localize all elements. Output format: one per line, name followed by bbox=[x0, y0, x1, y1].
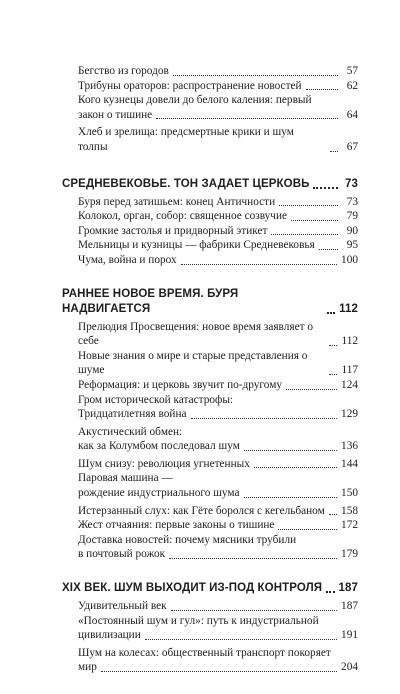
entry-title-line: Акустический обмен: bbox=[78, 425, 183, 438]
page-number: 136 bbox=[341, 440, 358, 453]
toc-entry[interactable] bbox=[78, 533, 358, 562]
dot-leader bbox=[244, 450, 337, 451]
dot-leader bbox=[319, 249, 338, 250]
toc-entry[interactable] bbox=[78, 195, 358, 210]
toc-entry[interactable] bbox=[78, 224, 358, 239]
entry-title: рождение индустриального шума bbox=[78, 487, 240, 500]
entry-title: Истерзанный слух: как Гёте боролся с кегельбаном bbox=[78, 504, 325, 517]
section-heading[interactable] bbox=[62, 287, 358, 317]
entry-title: Новые знания о мире и старые представления о шуме bbox=[78, 349, 308, 377]
entry-last-line bbox=[78, 407, 358, 422]
toc-section bbox=[62, 581, 358, 675]
entry-title: мир bbox=[78, 661, 97, 674]
entry-title-line: «Постоянный шум и гул»: путь к индустриальной bbox=[78, 614, 319, 627]
dot-leader bbox=[306, 89, 338, 90]
entry-title: Прелюдия Просвещения: новое время заявляет о себе bbox=[78, 320, 313, 348]
dot-leader bbox=[330, 151, 338, 152]
page-number: 67 bbox=[346, 140, 358, 153]
entry-title: Колокол, орган, собор: священное созвучие bbox=[78, 210, 288, 223]
page-number: 95 bbox=[346, 239, 358, 252]
dot-leader bbox=[313, 187, 338, 189]
page-number: 129 bbox=[341, 408, 358, 421]
toc-entry[interactable] bbox=[78, 471, 358, 500]
page-number: 62 bbox=[346, 79, 358, 92]
entry-title: Буря перед затишьем: конец Античности bbox=[78, 195, 276, 208]
toc-entry[interactable] bbox=[78, 646, 358, 675]
dot-leader bbox=[101, 671, 337, 672]
page-number: 158 bbox=[341, 504, 358, 517]
section-heading[interactable] bbox=[62, 581, 358, 596]
toc-entry[interactable] bbox=[78, 253, 358, 268]
dot-leader bbox=[254, 467, 337, 468]
toc-entry[interactable] bbox=[78, 504, 358, 519]
page-number: 112 bbox=[339, 302, 358, 315]
toc-entry[interactable] bbox=[78, 518, 358, 533]
page-number: 64 bbox=[346, 108, 358, 121]
dot-leader bbox=[329, 514, 337, 515]
dot-leader bbox=[156, 118, 338, 119]
entry-last-line bbox=[78, 628, 358, 643]
entry-title-line: Гром исторической катастрофы: bbox=[78, 393, 234, 406]
entry-title: Мельницы и кузницы — фабрики Средневековья bbox=[78, 239, 315, 252]
toc-entry[interactable] bbox=[78, 425, 358, 454]
section-heading-title: XIX ВЕК. ШУМ ВЫХОДИТ ИЗ-ПОД КОНТРОЛЯ bbox=[62, 582, 323, 595]
section-heading-title: РАННЕЕ НОВОЕ ВРЕМЯ. БУРЯ НАДВИГАЕТСЯ bbox=[62, 287, 239, 315]
toc-section bbox=[62, 287, 358, 563]
toc-section bbox=[78, 64, 358, 155]
section-heading-title: СРЕДНЕВЕКОВЬЕ. ТОН ЗАДАЕТ ЦЕРКОВЬ bbox=[62, 177, 310, 190]
entry-title: Трибуны ораторов: распространение новостей bbox=[78, 79, 302, 92]
entry-last-line bbox=[78, 547, 358, 562]
dot-leader bbox=[329, 374, 337, 375]
toc-entry[interactable] bbox=[78, 125, 358, 154]
dot-leader bbox=[286, 389, 337, 390]
entry-title: Реформация: и церковь звучит по-другому bbox=[78, 378, 282, 391]
page-number: 172 bbox=[341, 519, 358, 532]
dot-leader bbox=[326, 591, 334, 593]
toc-entry[interactable] bbox=[78, 93, 358, 122]
dot-leader bbox=[291, 220, 338, 221]
toc-entry[interactable] bbox=[78, 614, 358, 643]
entry-title-line: Кого кузнецы довели до белого каления: первый bbox=[78, 94, 312, 107]
entry-title: Чума, война и порох bbox=[78, 253, 177, 266]
entry-title: в почтовый рожок bbox=[78, 548, 166, 561]
entry-title-line: Доставка новостей: почему мясники трубили bbox=[78, 533, 297, 546]
entry-title: Жест отчаяния: первые законы о тишине bbox=[78, 519, 275, 532]
entry-title: Бегство из городов bbox=[78, 65, 169, 77]
page-number: 100 bbox=[341, 253, 358, 266]
section-heading[interactable] bbox=[62, 177, 358, 192]
dot-leader bbox=[278, 529, 337, 530]
dot-leader bbox=[169, 558, 337, 559]
entry-title: Удивительный век bbox=[78, 600, 167, 613]
toc-entry[interactable] bbox=[78, 64, 358, 79]
entry-last-line bbox=[78, 108, 358, 123]
dot-leader bbox=[173, 75, 338, 76]
dot-leader bbox=[279, 205, 338, 206]
entry-title: закон о тишине bbox=[78, 108, 153, 121]
page-number: 144 bbox=[341, 457, 358, 470]
toc-entry[interactable] bbox=[78, 378, 358, 393]
entry-title: Шум снизу: революция угнетенных bbox=[78, 457, 250, 470]
dot-leader bbox=[181, 264, 337, 265]
entry-title: цивилизации bbox=[78, 629, 141, 642]
toc-entry[interactable] bbox=[78, 320, 358, 349]
toc-section bbox=[62, 177, 358, 268]
entry-title: Тридцатилетняя война bbox=[78, 408, 187, 421]
toc-entry[interactable] bbox=[78, 599, 358, 614]
page-number: 73 bbox=[345, 177, 358, 190]
entry-last-line bbox=[78, 439, 358, 454]
entry-title: как за Колумбом последовал шум bbox=[78, 440, 240, 453]
page-number: 191 bbox=[341, 629, 358, 642]
dot-leader bbox=[327, 312, 335, 314]
dot-leader bbox=[271, 234, 338, 235]
page-number: 204 bbox=[341, 661, 358, 674]
page-number: 187 bbox=[338, 582, 358, 595]
table-of-contents bbox=[62, 64, 358, 694]
page-number: 112 bbox=[341, 335, 358, 348]
page-number: 57 bbox=[346, 65, 358, 77]
page-number: 150 bbox=[341, 487, 358, 500]
toc-entry[interactable] bbox=[78, 209, 358, 224]
entry-title-line: Паровая машина — bbox=[78, 472, 173, 485]
page-number: 187 bbox=[341, 600, 358, 613]
page-number: 73 bbox=[346, 195, 358, 208]
page-number: 124 bbox=[341, 378, 358, 391]
page-number: 179 bbox=[341, 548, 358, 561]
entry-title-line: Шум на колесах: общественный транспорт покоряет bbox=[78, 646, 331, 659]
dot-leader bbox=[171, 610, 337, 611]
page-number: 79 bbox=[346, 210, 358, 223]
entry-last-line bbox=[78, 660, 358, 675]
toc-entry[interactable] bbox=[78, 79, 358, 94]
entry-title: Громкие застолья и придворный этикет bbox=[78, 224, 268, 237]
page-number: 117 bbox=[341, 364, 358, 377]
dot-leader bbox=[244, 497, 338, 498]
page-number: 90 bbox=[346, 224, 358, 237]
toc-entry[interactable] bbox=[78, 238, 358, 253]
entry-title: Хлеб и зрелища: предсмертные крики и шум толпы bbox=[78, 126, 294, 153]
dot-leader bbox=[191, 418, 338, 419]
dot-leader bbox=[145, 639, 337, 640]
toc-entry[interactable] bbox=[78, 393, 358, 422]
toc-entry[interactable] bbox=[78, 349, 358, 378]
toc-entry[interactable] bbox=[78, 457, 358, 472]
entry-last-line bbox=[78, 486, 358, 501]
dot-leader bbox=[329, 345, 337, 346]
